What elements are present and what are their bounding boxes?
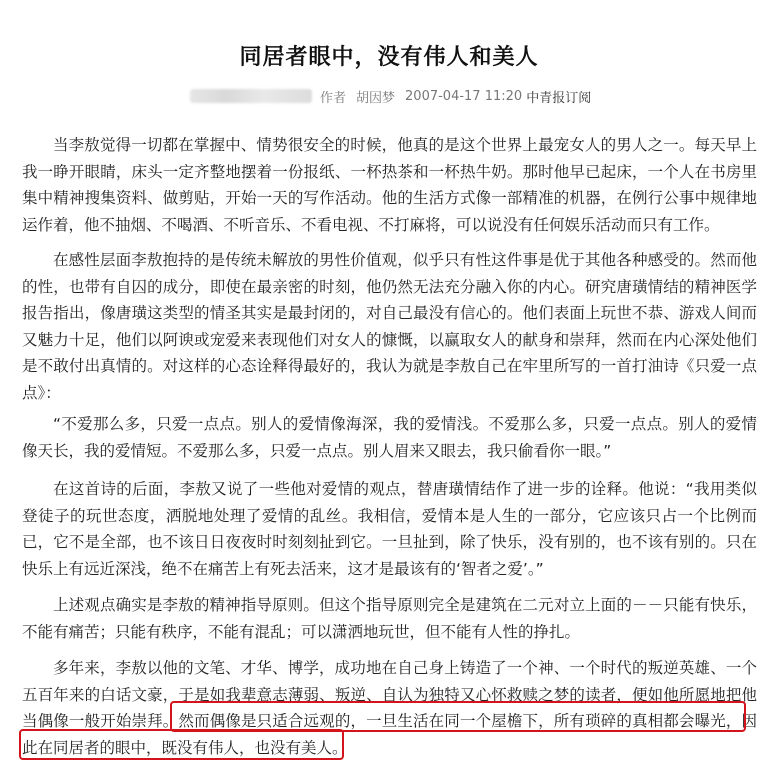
paragraph-5: 上述观点确实是李敖的精神指导原则。但这个指导原则完全是建筑在二元对立上面的－－只能有快乐，不能有痛苦；只能有秩序，不能有混乱；可以潇洒地玩世，但不能有人性的挣扎。 <box>22 596 757 641</box>
paragraph-4: 在这首诗的后面，李敖又说了一些他对爱情的观点，替唐璜情结作了进一步的诠释。他说：“我用类似登徒子的玩世态度，洒脱地处理了爱情的乱丝。我相信，爱情本是人生的一部分，它应该只占一个比例而已，它不是全部，也不该日日夜夜时时刻刻扯到它。一旦扯到，除了快乐，没有别的，也不该有别的。只在快乐上有远近深浅，绝不在痛苦上有死去活来，这才是最该有的‘智者之爱’。” <box>22 480 757 578</box>
author-label: 作者 <box>320 90 347 106</box>
author-name: 胡因梦 <box>356 90 396 106</box>
article-title: 同居者眼中，没有伟人和美人 <box>239 45 539 70</box>
paragraph-1: 当李敖觉得一切都在掌握中、情势很安全的时候，他真的是这个世界上最宠女人的男人之一。每天早上我一睁开眼睛，床头一定齐整地摆着一份报纸、一杯热茶和一杯热牛奶。那时他早已起床，一个人在书房里集中精神搜集资料、做剪贴，开始一天的写作活动。他的生活方式像一部精准的机器，在例行公事中规律地运作着，他不抽烟、不喝酒、不听音乐、不看电视、不打麻将，可以说没有任何娱乐活动而只有工作。 <box>22 136 757 234</box>
highlight-box-line2 <box>19 729 344 760</box>
highlight-box-line1 <box>170 701 746 732</box>
blurred-region <box>190 89 312 103</box>
publish-date: 2007-04-17 11:20 <box>405 88 523 104</box>
source-name: 中青报订阅 <box>526 90 592 106</box>
paragraph-3: “不爱那么多，只爱一点点。别人的爱情像海深，我的爱情浅。不爱那么多，只爱一点点。别人的爱情像天长，我的爱情短。不爱那么多，只爱一点点。别人眉来又眼去，我只偷看你一眼。” <box>22 415 757 460</box>
paragraph-6: 多年来，李敖以他的文笔、才华、博学，成功地在自己身上铸造了一个神、一个时代的叛逆英雄、一个五百年来的白话文豪，于是如我辈意志薄弱、叛逆、自认为独特又心怀救赎之梦的读者，便如他所愿地把他当偶像一般开始崇拜。然而偶像是只适合远观的，一旦生活在同一个屋檐下，所有琐碎的真相都会曝光，因此在同居者的眼中，既没有伟人，也没有美人。 <box>22 659 757 757</box>
paragraph-2: 在感性层面李敖抱持的是传统未解放的男性价值观，似乎只有性这件事是优于其他各种感受的。然而他的性，也带有自囚的成分，即使在最亲密的时刻，他仍然无法充分融入你的内心。研究唐璜情结的精神医学报告指出，像唐璜这类型的情圣其实是最封闭的，对自己最没有信心的。他们表面上玩世不恭、游戏人间而又魅力十足，他们以阿谀或宠爱来表现他们对女人的慷慨，以赢取女人的献身和崇拜，然而在内心深处他们是不敢付出真情的。对这样的心态诠释得最好的，我认为就是李敖自己在牢里所写的一首打油诗《只爱一点点》： <box>22 251 757 402</box>
article-meta <box>190 86 601 106</box>
